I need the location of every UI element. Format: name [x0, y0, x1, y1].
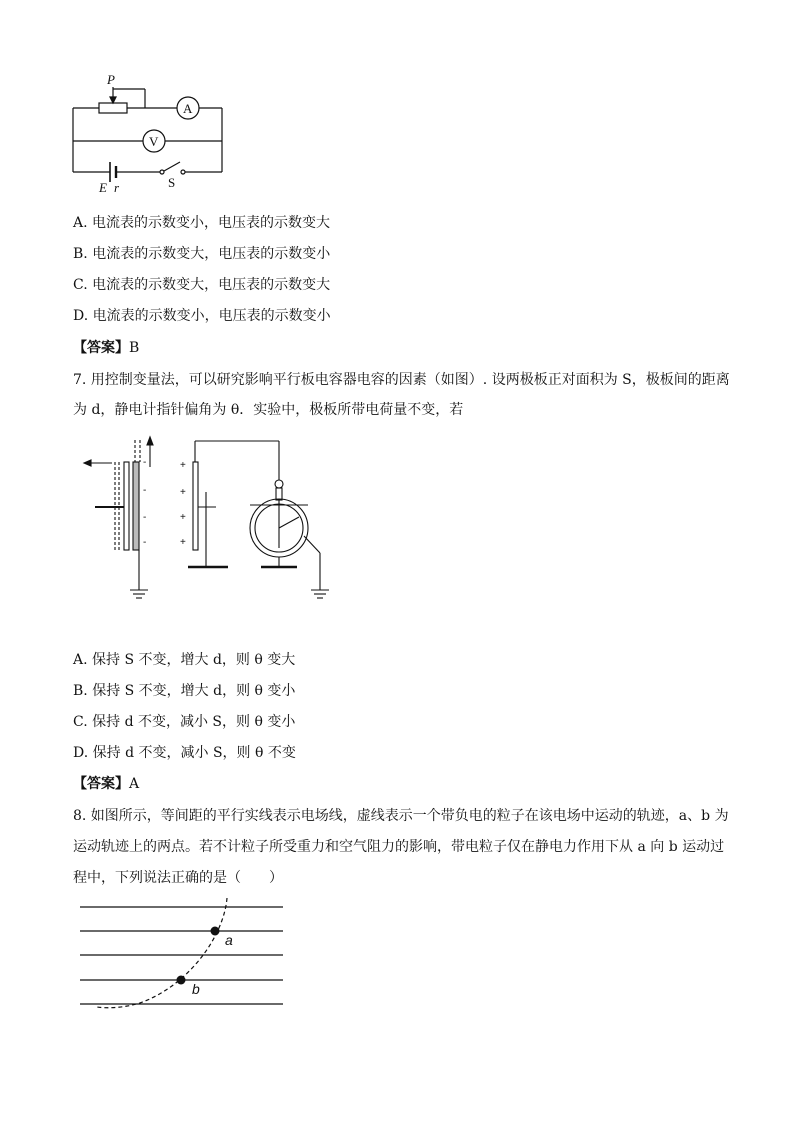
q7-option-c: C. 保持 d 不变，减小 S，则 θ 变小	[73, 714, 296, 730]
q7-stem-line1: 7. 用控制变量法，可以研究影响平行板电容器电容的因素（如图）. 设两极板正对面积为 S，极板间的距离	[73, 372, 730, 388]
label-ammeter: A	[183, 101, 193, 116]
q7-answer-value: A	[129, 776, 140, 792]
q6-option-d: D. 电流表的示数变小，电压表的示数变小	[73, 308, 331, 324]
q7-option-d: D. 保持 d 不变，减小 S，则 θ 不变	[73, 745, 296, 761]
q7-answer-tag: 【答案】	[73, 776, 129, 792]
plus-sign-1: +	[180, 460, 186, 471]
plus-sign-4: +	[180, 537, 186, 548]
minus-sign-4: -	[143, 537, 147, 548]
q6-answer-value: B	[129, 340, 140, 356]
q6-option-c: C. 电流表的示数变大，电压表的示数变大	[73, 277, 331, 293]
label-r: r	[114, 180, 120, 195]
q6-answer-tag: 【答案】	[73, 340, 129, 356]
label-a: a	[225, 932, 233, 948]
plus-sign-2: +	[180, 487, 186, 498]
particle-trajectory	[97, 898, 227, 1008]
q8-stem-line2: 运动轨迹上的两点。若不计粒子所受重力和空气阻力的影响，带电粒子仅在静电力作用下从 a 向 b 运动过	[73, 839, 725, 855]
label-p: P	[107, 72, 115, 87]
label-e: E	[99, 180, 107, 195]
label-s: S	[168, 175, 176, 190]
q7-option-a: A. 保持 S 不变，增大 d，则 θ 变大	[73, 652, 296, 668]
q8-stem-line3: 程中，下列说法正确的是（ ）	[73, 870, 283, 886]
point-a	[211, 927, 220, 936]
point-b	[177, 976, 186, 985]
minus-sign-2: -	[143, 485, 147, 496]
q6-option-a: A. 电流表的示数变小，电压表的示数变大	[73, 215, 331, 231]
minus-sign-1: -	[143, 457, 147, 468]
label-voltmeter: V	[149, 134, 159, 149]
q6-option-b: B. 电流表的示数变大，电压表的示数变小	[73, 246, 331, 262]
q7-stem-line2: 为 d，静电计指针偏角为 θ．实验中，极板所带电荷量不变，若	[73, 402, 464, 418]
q8-stem-line1: 8. 如图所示，等间距的平行实线表示电场线，虚线表示一个带负电的粒子在该电场中运动的轨迹，a、b 为	[73, 808, 729, 824]
minus-sign-3: -	[143, 512, 147, 523]
q7-option-b: B. 保持 S 不变，增大 d，则 θ 变小	[73, 683, 296, 699]
label-b: b	[192, 981, 200, 997]
plus-sign-3: +	[180, 512, 186, 523]
